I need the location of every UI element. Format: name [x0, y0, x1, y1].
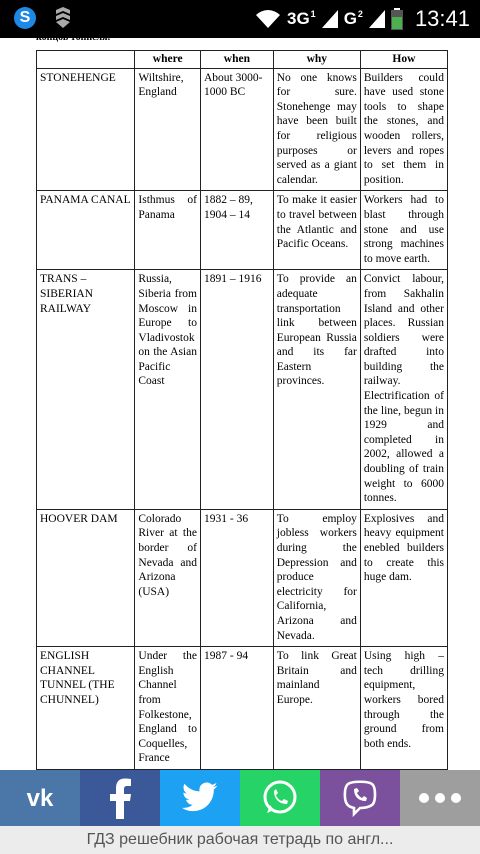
- cell-where: Under the English Channel from Folkestone, England to Coquelles, France: [135, 647, 201, 770]
- share-viber-button[interactable]: [320, 770, 400, 826]
- table-row: [37, 191, 448, 270]
- cell-how: Using high – tech drilling equipment, workers bored through the ground from both ends.: [360, 647, 447, 770]
- sim-2-label: 2: [357, 9, 363, 19]
- share-bar: [0, 770, 480, 826]
- column-header: [37, 51, 135, 69]
- bottom-banner[interactable]: ГДЗ решебник рабочая тетрадь по англ...: [0, 826, 480, 854]
- sim-1-label: 1: [310, 9, 316, 19]
- share-twitter-button[interactable]: [160, 770, 240, 826]
- cell-how: Workers had to blast through stone and use strong machines to move earth.: [360, 191, 447, 270]
- share-vk-button[interactable]: [0, 770, 80, 826]
- signal-icon: [322, 10, 338, 28]
- cell-where: Wiltshire, England: [135, 68, 201, 191]
- twitter-icon: [181, 782, 219, 814]
- cell-name: TRANS – SIBERIAN RAILWAY: [37, 270, 135, 510]
- cell-when: 1987 - 94: [200, 647, 273, 770]
- cell-how: Explosives and heavy equipment enebled builders to create this huge dam.: [360, 509, 447, 646]
- table-row: [37, 270, 448, 510]
- svg-text:vk: vk: [26, 785, 54, 812]
- cell-why: To make it easier to travel between the Atlantic and Pacific Oceans.: [273, 191, 360, 270]
- cell-why: No one knows for sure. Stonehenge may have been built for religious purposes or served as a giant calendar.: [273, 68, 360, 191]
- cell-when: 1891 – 1916: [200, 270, 273, 510]
- cut-off-text: концов тоннеля.: [36, 32, 111, 43]
- battery-icon: [391, 8, 403, 30]
- cell-name: PANAMA CANAL: [37, 191, 135, 270]
- cell-where: Isthmus of Panama: [135, 191, 201, 270]
- cell-name: HOOVER DAM: [37, 509, 135, 646]
- cell-why: To employ jobless workers during the Depression and produce electricity for California, Arizona and Nevada.: [273, 509, 360, 646]
- cell-when: 1882 – 89, 1904 – 14: [200, 191, 273, 270]
- column-header-where: where: [135, 51, 201, 69]
- cell-how: Convict labour, from Sakhalin Island and other places. Russian soldiers were drafted into building the railway. Electrification of the line, begun in 1929 and completed in 2002, allowed a doubling of train weight to 6000 tonnes.: [360, 270, 447, 510]
- table-row: [37, 68, 448, 191]
- table-row: [37, 647, 448, 770]
- cell-when: About 3000-1000 BC: [200, 68, 273, 191]
- share-more-button[interactable]: [400, 770, 480, 826]
- viber-icon: [340, 778, 380, 818]
- more-icon: [418, 792, 462, 804]
- app-s-icon: S: [14, 7, 36, 29]
- whatsapp-icon: [261, 779, 299, 817]
- column-header-when: when: [200, 51, 273, 69]
- cell-where: Colorado River at the border of Nevada and Arizona (USA): [135, 509, 201, 646]
- cell-name: ENGLISH CHANNEL TUNNEL (THE CHUNNEL): [37, 647, 135, 770]
- cell-where: Russia, Siberia from Moscow in Europe to Vladivostok on the Asian Pacific Coast: [135, 270, 201, 510]
- signal-icon: [369, 10, 385, 28]
- shield-icon: [54, 7, 72, 29]
- column-header-why: why: [273, 51, 360, 69]
- comparison-table: [36, 50, 448, 770]
- clock: 13:41: [414, 6, 470, 31]
- vk-icon: [18, 784, 62, 812]
- cell-when: 1931 - 36: [200, 509, 273, 646]
- cell-how: Builders could have used stone tools to shape the stones, and wooden rollers, levers and ropes to set them in position.: [360, 68, 447, 191]
- network-label-2: G: [343, 9, 357, 28]
- column-header-how: How: [360, 51, 447, 69]
- share-whatsapp-button[interactable]: [240, 770, 320, 826]
- facebook-icon: [108, 777, 132, 819]
- table-row: [37, 509, 448, 646]
- network-label-1: 3G: [286, 9, 310, 28]
- wifi-icon: [255, 9, 281, 29]
- cell-why: To provide an adequate transportation link between European Russia and its far Eastern provinces.: [273, 270, 360, 510]
- share-facebook-button[interactable]: [80, 770, 160, 826]
- cell-name: STONEHENGE: [37, 68, 135, 191]
- table-header-row: [37, 51, 448, 69]
- cell-why: To link Great Britain and mainland Europe.: [273, 647, 360, 770]
- document-view[interactable]: [0, 32, 480, 770]
